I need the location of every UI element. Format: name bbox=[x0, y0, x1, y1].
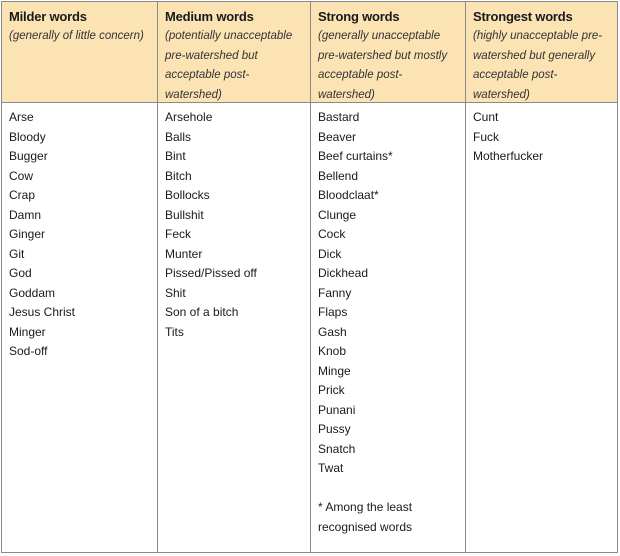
list-item: Ginger bbox=[9, 227, 46, 241]
list-item: Balls bbox=[165, 129, 192, 144]
list-item: Feck bbox=[165, 227, 192, 241]
column-title: Milder words bbox=[9, 9, 87, 24]
word-list-medium bbox=[158, 103, 310, 552]
word-list-strongest bbox=[466, 103, 617, 552]
list-item: Bitch bbox=[165, 168, 192, 183]
column-milder bbox=[2, 2, 157, 552]
list-item: Arsehole bbox=[165, 110, 213, 124]
list-item: Minger bbox=[9, 324, 46, 339]
word-list-strong bbox=[311, 103, 465, 552]
list-item: God bbox=[9, 266, 32, 280]
list-item: Git bbox=[9, 246, 25, 261]
list-item: Minge bbox=[318, 363, 351, 378]
header-cell-strong bbox=[311, 2, 465, 103]
word-list-milder bbox=[2, 103, 157, 552]
list-item: Dick bbox=[318, 246, 342, 261]
list-item: Motherfucker bbox=[473, 149, 544, 163]
column-title: Strongest words bbox=[473, 9, 573, 24]
list-item: Bloodclaat* bbox=[318, 188, 379, 202]
list-item: Flaps bbox=[318, 305, 348, 319]
list-item: Snatch bbox=[318, 441, 356, 456]
list-item: Knob bbox=[318, 344, 347, 358]
list-item: Twat bbox=[318, 461, 344, 475]
list-item: Beef curtains* bbox=[318, 149, 393, 163]
list-item: Clunge bbox=[318, 207, 357, 222]
column-subtitle: (generally unacceptable pre-watershed but mostly acceptable post-watershed) bbox=[318, 30, 448, 101]
list-item: Arse bbox=[9, 110, 34, 124]
list-item: Dickhead bbox=[318, 266, 369, 280]
list-item: Cunt bbox=[473, 110, 499, 124]
header-cell-strongest bbox=[466, 2, 617, 103]
list-item: Bugger bbox=[9, 149, 48, 163]
list-item: Tits bbox=[165, 324, 184, 339]
list-item: Fanny bbox=[318, 285, 352, 300]
list-item: Pissed/Pissed off bbox=[165, 266, 257, 280]
list-item: Bloody bbox=[9, 129, 46, 144]
list-item: Prick bbox=[318, 383, 345, 397]
offensive-words-table bbox=[1, 1, 618, 553]
column-subtitle: (generally of little concern) bbox=[9, 30, 144, 42]
list-item: Shit bbox=[165, 285, 186, 300]
list-item: Bollocks bbox=[165, 188, 210, 202]
list-item: Bullshit bbox=[165, 207, 204, 222]
list-item: Fuck bbox=[473, 129, 500, 144]
header-cell-medium bbox=[158, 2, 310, 103]
list-item: Jesus Christ bbox=[9, 305, 76, 319]
list-item: Bastard bbox=[318, 110, 360, 124]
list-item: Cow bbox=[9, 168, 34, 183]
list-item: Son of a bitch bbox=[165, 305, 239, 319]
list-item: Beaver bbox=[318, 129, 357, 144]
footnote: * Among the least recognised words bbox=[318, 500, 413, 534]
header-cell-milder bbox=[2, 2, 157, 103]
list-item: Gash bbox=[318, 324, 347, 339]
list-item: Crap bbox=[9, 188, 36, 202]
list-item: Goddam bbox=[9, 285, 56, 300]
column-title: Strong words bbox=[318, 9, 400, 24]
column-strongest bbox=[465, 2, 617, 552]
list-item: Pussy bbox=[318, 422, 351, 436]
column-subtitle: (potentially unacceptable pre-watershed but acceptable post-watershed) bbox=[165, 30, 293, 101]
column-strong bbox=[310, 2, 465, 552]
list-item: Damn bbox=[9, 207, 42, 222]
list-item: Munter bbox=[165, 246, 203, 261]
list-item: Bint bbox=[165, 149, 186, 163]
column-medium bbox=[157, 2, 310, 552]
list-item: Sod-off bbox=[9, 344, 48, 358]
column-subtitle: (highly unacceptable pre-watershed but generally acceptable post-watershed) bbox=[473, 30, 603, 101]
list-item: Bellend bbox=[318, 168, 359, 183]
list-item: Punani bbox=[318, 402, 356, 417]
list-item: Cock bbox=[318, 227, 346, 241]
column-title: Medium words bbox=[165, 9, 254, 24]
